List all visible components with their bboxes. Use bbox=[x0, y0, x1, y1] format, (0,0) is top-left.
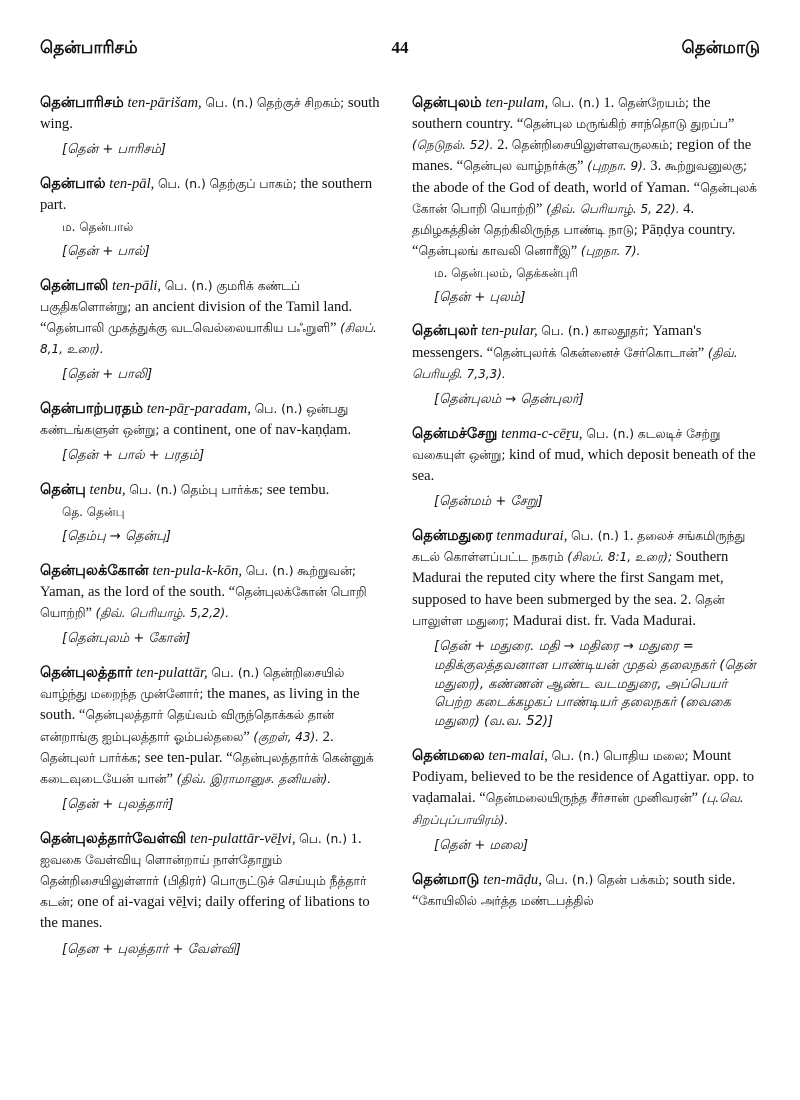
dictionary-entry bbox=[40, 828, 385, 960]
part-of-speech: பெ. (n.) bbox=[551, 96, 600, 110]
definition-segment: (சிலப். 8,1, உரை). bbox=[40, 321, 377, 357]
definition-segment: Mount Podiyam, believed to be the residence of Agattiyar. opp. to vaḍamalai. “ bbox=[412, 748, 755, 807]
transliteration: tenma-c-cēṟu, bbox=[501, 425, 583, 442]
definition-segment: கடலடிச் சேற்று வகையுள் ஒன்று; bbox=[412, 426, 721, 462]
transliteration: ten-pulattār, bbox=[135, 665, 208, 682]
definition-segment: ” bbox=[243, 728, 254, 745]
definition-segment: 1. bbox=[622, 528, 638, 545]
dictionary-entry bbox=[412, 745, 762, 855]
part-of-speech: பெ. (n.) bbox=[211, 666, 260, 681]
dictionary-entry bbox=[412, 869, 762, 912]
right-column bbox=[412, 92, 762, 925]
definition-segment: தென்புலர் பார்க்க; bbox=[40, 750, 142, 765]
definition-segment: 1. bbox=[350, 830, 362, 847]
definition-segment: ஐவகை வேள்வியு ளொன்றாய் நாள்தோறும் தென்றிசையிலுள்ளார் (பிதிரர்) பொருட்டுச் செய்யும் நீத்தார் கடன்; bbox=[40, 852, 367, 910]
part-of-speech: பெ. (n.) bbox=[541, 324, 590, 339]
definition-segment: region of the manes. “ bbox=[412, 137, 752, 175]
transliteration: tenbu, bbox=[89, 482, 126, 499]
etymology: [தென்மம் + சேறு] bbox=[434, 494, 543, 510]
definition-segment: பொதிய மலை; bbox=[603, 749, 689, 764]
definition-segment: (திவ். பெரியாழ். 5, 22). bbox=[546, 201, 680, 216]
definition-segment: a continent, one of nav-kaṇḍam. bbox=[159, 422, 352, 439]
definition-segment: ” bbox=[691, 790, 702, 807]
definition-segment: an ancient division of the Tamil land. “ bbox=[40, 298, 353, 337]
page-header bbox=[40, 38, 760, 66]
headword: தென்பு bbox=[40, 481, 86, 499]
headword: தென்மச்சேறு bbox=[412, 424, 498, 442]
definition-segment: தென்றேயம்; bbox=[617, 96, 690, 110]
entry-body bbox=[412, 869, 762, 912]
etymology: [தென + புலத்தார் + வேள்வி] bbox=[62, 941, 241, 957]
cognate-note: ம. தென்பால் bbox=[62, 220, 134, 235]
etymology: [தென் + மலை] bbox=[434, 837, 529, 853]
transliteration: ten-malai, bbox=[488, 748, 548, 765]
definition-segment: தென்புலக்கோன் பொறி யொற்றி bbox=[40, 584, 367, 621]
definition-segment: 2. bbox=[319, 728, 334, 745]
transliteration: ten-pula-k-kōn, bbox=[152, 562, 243, 579]
dictionary-entry bbox=[40, 398, 385, 466]
definition-segment: ” bbox=[697, 344, 708, 361]
entry-body bbox=[40, 275, 385, 361]
dictionary-entry bbox=[412, 320, 762, 409]
entry-body bbox=[412, 423, 762, 487]
etymology: [தென் + பாரிசம்] bbox=[62, 142, 166, 158]
definition-segment: கூற்றுவனுலகு; bbox=[664, 159, 748, 174]
definition-segment: தென்புலர்க் கென்னைச் சேர்கொடான் bbox=[493, 345, 698, 360]
definition-segment: கோயிலில் அர்த்த மண்டபத்தில் bbox=[418, 893, 594, 908]
definition-segment: தென்புலங் காவலி னொரீஇ bbox=[418, 244, 571, 259]
definition-segment: தெற்குப் பாகம்; bbox=[209, 177, 297, 192]
headword: தென்புலக்கோன் bbox=[40, 561, 149, 579]
definition-segment: 1. bbox=[603, 95, 618, 111]
dictionary-entry bbox=[412, 92, 762, 307]
headword: தென்புலம் bbox=[412, 94, 482, 111]
definition-segment: (சிலப். 8:1, உரை); bbox=[567, 550, 672, 565]
part-of-speech: பெ. (n.) bbox=[129, 483, 178, 498]
definition-segment: see ten-pular. “ bbox=[141, 749, 233, 766]
headword: தென்பாரிசம் bbox=[40, 94, 124, 111]
entry-body bbox=[412, 320, 762, 384]
definition-segment: 3. bbox=[646, 158, 665, 175]
definition-segment: Yaman, as the lord of the south. “ bbox=[40, 583, 236, 600]
definition-segment: the southern country. “ bbox=[412, 95, 711, 133]
headword: தென்பாலி bbox=[40, 276, 109, 294]
definition-segment: தமிழகத்தின் தெற்கிலிருந்த பாண்டி நாடு; bbox=[412, 222, 638, 237]
headword: தென்பாற்பரதம் bbox=[40, 400, 144, 418]
headword: தென்புலத்தார் bbox=[40, 664, 133, 682]
dictionary-entry bbox=[40, 479, 385, 546]
definition-segment: தென்றிசையிலுள்ளவருலகம்; bbox=[511, 138, 674, 153]
part-of-speech: பெ. (n.) bbox=[571, 529, 619, 544]
definition-segment: ” bbox=[85, 605, 96, 622]
definition-segment: one of ai-vagai vēḻvi; daily offering of libations to the manes. bbox=[40, 894, 370, 932]
part-of-speech: பெ. (n.) bbox=[254, 402, 303, 417]
transliteration: tenmadurai, bbox=[496, 528, 568, 545]
transliteration: ten-pular, bbox=[481, 323, 538, 340]
entry-body bbox=[40, 662, 385, 790]
definition-segment: south side. “ bbox=[412, 871, 736, 909]
transliteration: ten-māḍu, bbox=[483, 871, 542, 888]
part-of-speech: பெ. (n.) bbox=[157, 177, 206, 192]
definition-segment: தலைச் சங்கமிருந்து கடல் கொள்ளப்பட்ட நகரம் bbox=[412, 529, 746, 565]
cognate-note: தெ. தென்பு bbox=[62, 505, 125, 520]
entry-body bbox=[40, 828, 385, 935]
definition-segment: Yaman's messengers. “ bbox=[412, 323, 702, 361]
definition-segment: (திவ். பெரியாழ். 5,2,2). bbox=[95, 606, 230, 621]
headword: தென்புலர் bbox=[412, 322, 478, 340]
definition-segment: kind of mud, which deposit beneath of the sea. bbox=[412, 446, 756, 485]
etymology: [தெம்பு → தென்பு] bbox=[62, 528, 171, 544]
definition-segment: Madurai dist. fr. Vada Madurai. bbox=[509, 612, 697, 629]
definition-segment: தென்புல வாழ்நர்க்கு bbox=[463, 159, 577, 174]
dictionary-entry bbox=[40, 173, 385, 262]
definition-segment: ஒன்பது கண்டங்களுள் ஒன்று; bbox=[40, 402, 349, 438]
etymology: [தென்புலம் → தென்புலர்] bbox=[434, 391, 584, 407]
definition-segment: ” bbox=[535, 200, 547, 217]
transliteration: ten-pulattār-vēḻvi, bbox=[190, 830, 296, 847]
definition-segment: தெற்குச் சிறகம்; bbox=[256, 96, 345, 110]
left-guide-word: தென்பாரிசம் bbox=[40, 38, 138, 58]
etymology: [தென்புலம் + கோன்] bbox=[62, 631, 191, 647]
entry-body bbox=[412, 92, 762, 262]
definition-segment: தென்றிசையில் வாழ்ந்து மறைந்த முன்னோர்; bbox=[40, 666, 345, 702]
headword: தென்மாடு bbox=[412, 870, 480, 888]
part-of-speech: பெ. (n.) bbox=[245, 563, 294, 578]
transliteration: ten-pāl, bbox=[109, 176, 155, 193]
definition-segment: 4. bbox=[679, 200, 695, 217]
etymology: [தென் + புலம்] bbox=[434, 289, 526, 305]
headword: தென்பால் bbox=[40, 175, 106, 193]
dictionary-entry bbox=[412, 423, 762, 512]
definition-segment: (பு.வெ. சிறப்புப்பாயிரம்). bbox=[412, 791, 744, 827]
definition-segment: தென்புலக் கோன் பொறி யொற்றி bbox=[412, 180, 757, 216]
definition-segment: 2. bbox=[493, 137, 512, 154]
definition-segment: ” bbox=[727, 116, 735, 133]
dictionary-entry bbox=[40, 560, 385, 649]
definition-segment: see tembu. bbox=[263, 482, 330, 499]
dictionary-entry bbox=[40, 92, 385, 160]
definition-segment: Pāṇḍya country. “ bbox=[412, 221, 736, 260]
definition-segment: தென் பக்கம்; bbox=[597, 872, 670, 887]
transliteration: ten-pulam, bbox=[485, 95, 549, 111]
definition-segment: தெம்பு பார்க்க; bbox=[180, 483, 264, 498]
definition-segment: Southern Madurai the reputed city where the first Sangam met, supposed to have been submerged by the sea. 2. bbox=[412, 549, 729, 608]
entry-body bbox=[412, 525, 762, 632]
definition-segment: ” bbox=[166, 770, 177, 787]
dictionary-entry bbox=[40, 662, 385, 815]
definition-segment: (நெடுநல். 52). bbox=[412, 138, 494, 153]
definition-segment: ” bbox=[576, 158, 588, 175]
etymology: [தென் + பாலி] bbox=[62, 367, 153, 383]
part-of-speech: பெ. (n.) bbox=[164, 278, 213, 293]
headword: தென்மதுரை bbox=[412, 527, 493, 545]
transliteration: ten-pāṟ-paradam, bbox=[146, 401, 251, 418]
definition-segment: south wing. bbox=[40, 95, 380, 133]
etymology: [தென் + புலத்தார்] bbox=[62, 796, 174, 812]
cognate-note: ம. தென்புலம், தெக்கன்புரி bbox=[434, 266, 578, 281]
definition-segment: ” bbox=[570, 243, 581, 260]
definition-segment: தென்பாலி முகத்துக்கு வடவெல்லையாகிய பஃறுளி bbox=[46, 321, 330, 336]
dictionary-entry bbox=[412, 525, 762, 732]
definition-segment: கூற்றுவன்; bbox=[297, 563, 357, 578]
definition-segment: தென்மலையிருந்த சீர்சான் முனிவரன் bbox=[485, 791, 692, 806]
definition-segment: தென்புல மருங்கிற் சாந்தொடு துறப்ப bbox=[523, 117, 728, 132]
definition-segment: தென்புலத்தார் தெய்வம் விருந்தொக்கல் தான் என்றாங்கு ஐம்புலத்தார் ஓம்பல்தலை bbox=[40, 708, 335, 744]
definition-segment: (புறநா. 9). bbox=[587, 159, 647, 174]
part-of-speech: பெ. (n.) bbox=[551, 749, 600, 764]
entry-body bbox=[40, 92, 385, 135]
definition-segment: the abode of the God of death, world of Yaman. “ bbox=[412, 179, 701, 196]
definition-segment: காலதூதர்; bbox=[592, 324, 649, 339]
part-of-speech: பெ. (n.) bbox=[205, 96, 254, 110]
part-of-speech: பெ. (n.) bbox=[586, 426, 635, 441]
definition-segment: (திவ். பெரியதி. 7,3,3). bbox=[412, 345, 738, 381]
transliteration: ten-pārišam, bbox=[127, 95, 202, 111]
part-of-speech: பெ. (n.) bbox=[545, 872, 594, 887]
transliteration: ten-pāli, bbox=[112, 277, 162, 294]
entry-body bbox=[412, 745, 762, 831]
entry-body bbox=[40, 479, 385, 501]
definition-segment: (புறநா. 7). bbox=[580, 244, 641, 259]
definition-segment: ” bbox=[329, 320, 341, 337]
headword: தென்புலத்தார்வேள்வி bbox=[40, 829, 187, 847]
dictionary-entry bbox=[40, 275, 385, 385]
definition-segment: குமரிக் கண்டப் பகுதிகளொன்று; bbox=[40, 278, 301, 314]
entry-body bbox=[40, 398, 385, 441]
definition-segment: the manes, as living in the south. “ bbox=[40, 686, 360, 724]
headword: தென்மலை bbox=[412, 747, 485, 765]
etymology: [தென் + பால் + பரதம்] bbox=[62, 448, 205, 464]
definition-segment: (திவ். இராமானுச. தனியன்). bbox=[176, 771, 332, 786]
left-column bbox=[40, 92, 385, 972]
definition-segment: the southern part. bbox=[40, 176, 373, 214]
etymology: [தென் + மதுரை. மதி → மதிரை → மதுரை = மதிக்குலத்தவனான பாண்டியன் முதல் தலைநகர் (தென் மதுரை), கண்ணன் ஆண்ட வடமதுரை, அப்பெயர் பெற்ற கடைக்கழகப் பாண்டியர் தலைநகர் (வைகை மதுரை) (வ.வ. 52)] bbox=[434, 638, 756, 730]
entry-body bbox=[40, 173, 385, 216]
definition-segment: தென் பாலுள்ள மதுரை; bbox=[412, 592, 725, 628]
definition-segment: தென்புலத்தார்க் கென்னுக் கடைவுடையேன் யான் bbox=[40, 750, 374, 786]
right-guide-word: தென்மாடு bbox=[681, 38, 760, 58]
definition-segment: (குறள், 43). bbox=[253, 729, 319, 744]
page-number: 44 bbox=[391, 38, 409, 57]
part-of-speech: பெ. (n.) bbox=[299, 831, 347, 846]
entry-body bbox=[40, 560, 385, 624]
etymology: [தென் + பால்] bbox=[62, 243, 150, 259]
